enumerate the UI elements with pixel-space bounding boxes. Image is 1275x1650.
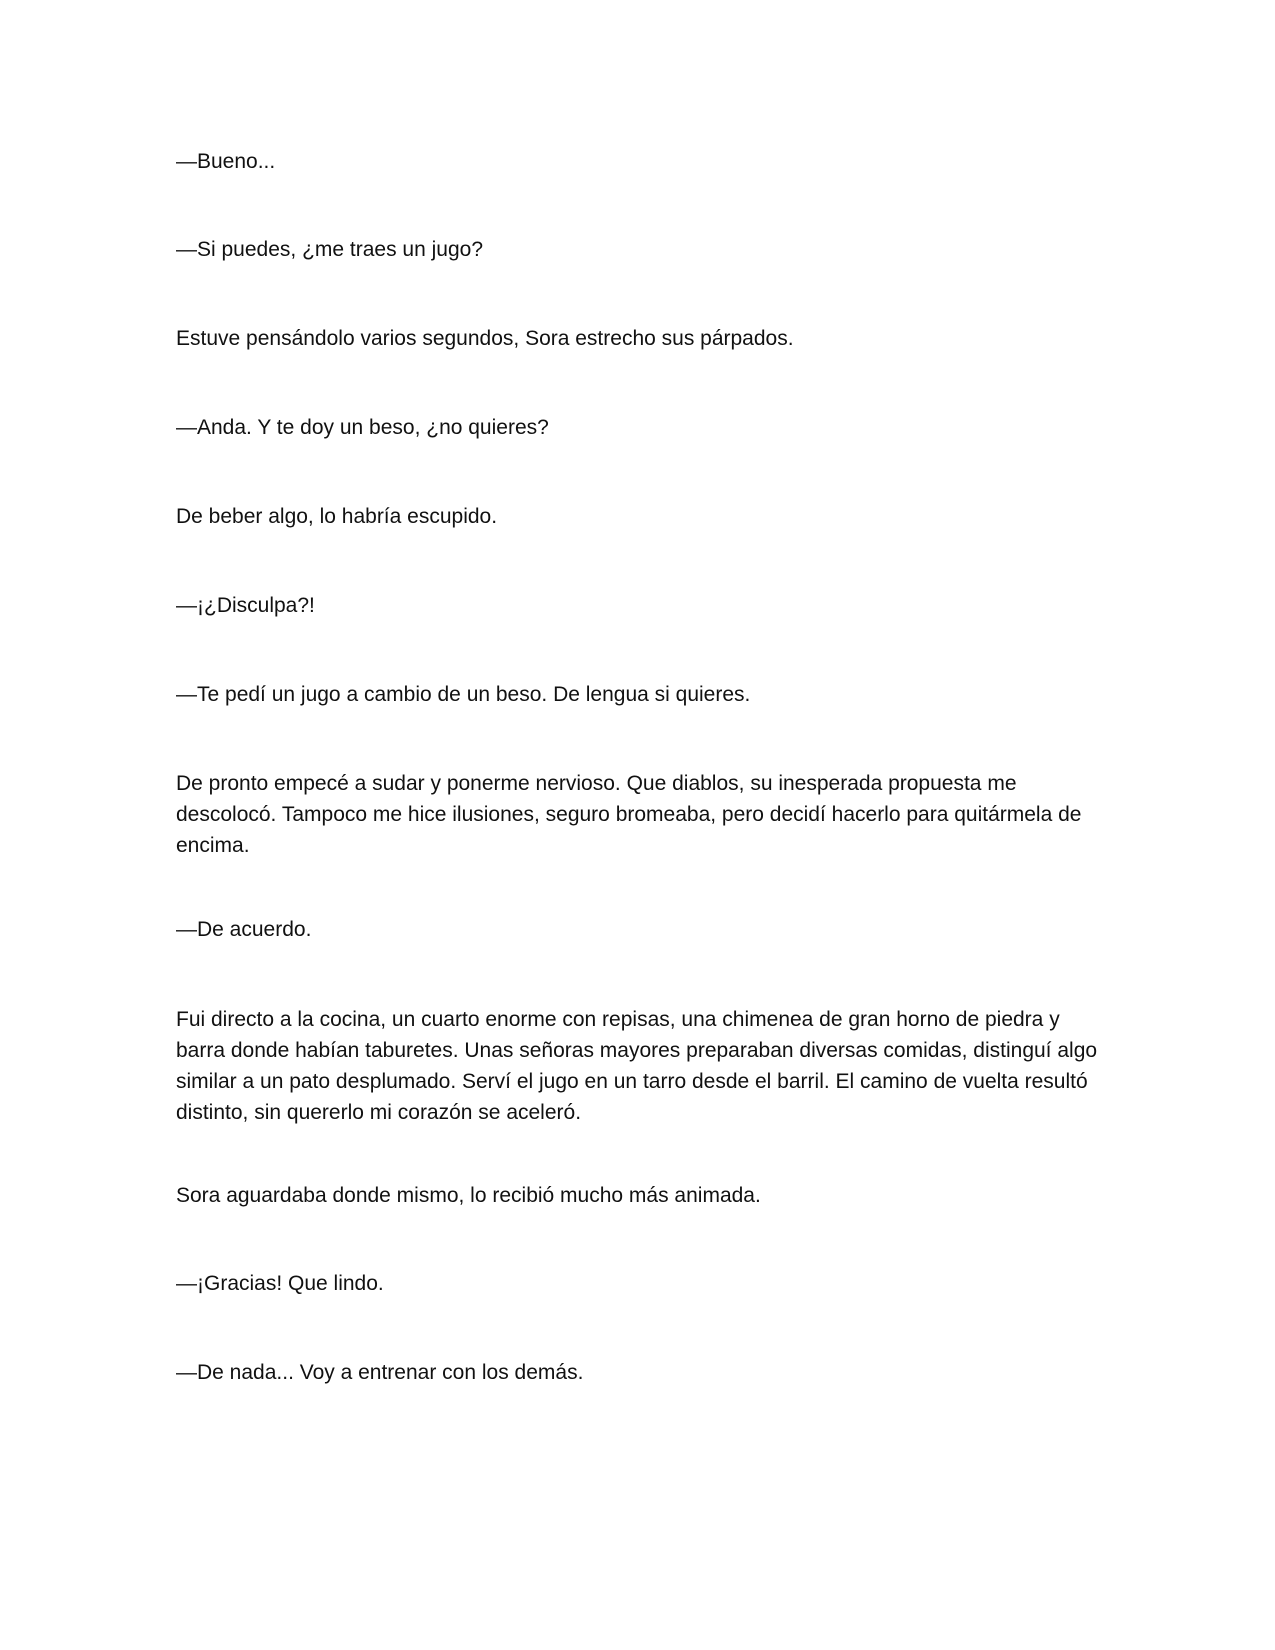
text-line: —De nada... Voy a entrenar con los demás. [176,1361,584,1384]
text-line: De beber algo, lo habría escupido. [176,505,498,528]
text-line: —¡¿Disculpa?! [176,594,315,617]
text-line: —De acuerdo. [176,918,312,941]
paragraph [176,146,1096,177]
paragraph [176,234,1096,265]
paragraph [176,914,1096,945]
text-line: —Si puedes, ¿me traes un jugo? [176,238,484,261]
paragraph [176,1004,1096,1128]
text-line: Fui directo a la cocina, un cuarto enorme con repisas, una chimenea de gran horno de piedra y [176,1008,1060,1031]
text-line: Sora aguardaba donde mismo, lo recibió mucho más animada. [176,1184,761,1207]
text-line: —Te pedí un jugo a cambio de un beso. De lengua si quieres. [176,683,751,706]
paragraph [176,1268,1096,1299]
text-line: descolocó. Tampoco me hice ilusiones, seguro bromeaba, pero decidí hacerlo para quitármela de [176,803,1082,826]
text-line: encima. [176,834,250,857]
text-line: distinto, sin quererlo mi corazón se aceleró. [176,1101,582,1124]
text-line: —Bueno... [176,150,276,173]
text-line: barra donde habían taburetes. Unas señoras mayores preparaban diversas comidas, distinguí algo [176,1039,1098,1062]
text-line: —¡Gracias! Que lindo. [176,1272,384,1295]
paragraph [176,679,1096,710]
text-line: —Anda. Y te doy un beso, ¿no quieres? [176,416,549,439]
paragraph [176,590,1096,621]
paragraph [176,768,1096,861]
text-line: similar a un pato desplumado. Serví el jugo en un tarro desde el barril. El camino de vuelta resultó [176,1070,1088,1093]
text-line: De pronto empecé a sudar y ponerme nervioso. Que diablos, su inesperada propuesta me [176,772,1017,795]
paragraph [176,323,1096,354]
text-line: Estuve pensándolo varios segundos, Sora estrecho sus párpados. [176,327,794,350]
paragraph [176,1357,1096,1388]
paragraph [176,501,1096,532]
paragraph [176,412,1096,443]
paragraph [176,1180,1096,1211]
